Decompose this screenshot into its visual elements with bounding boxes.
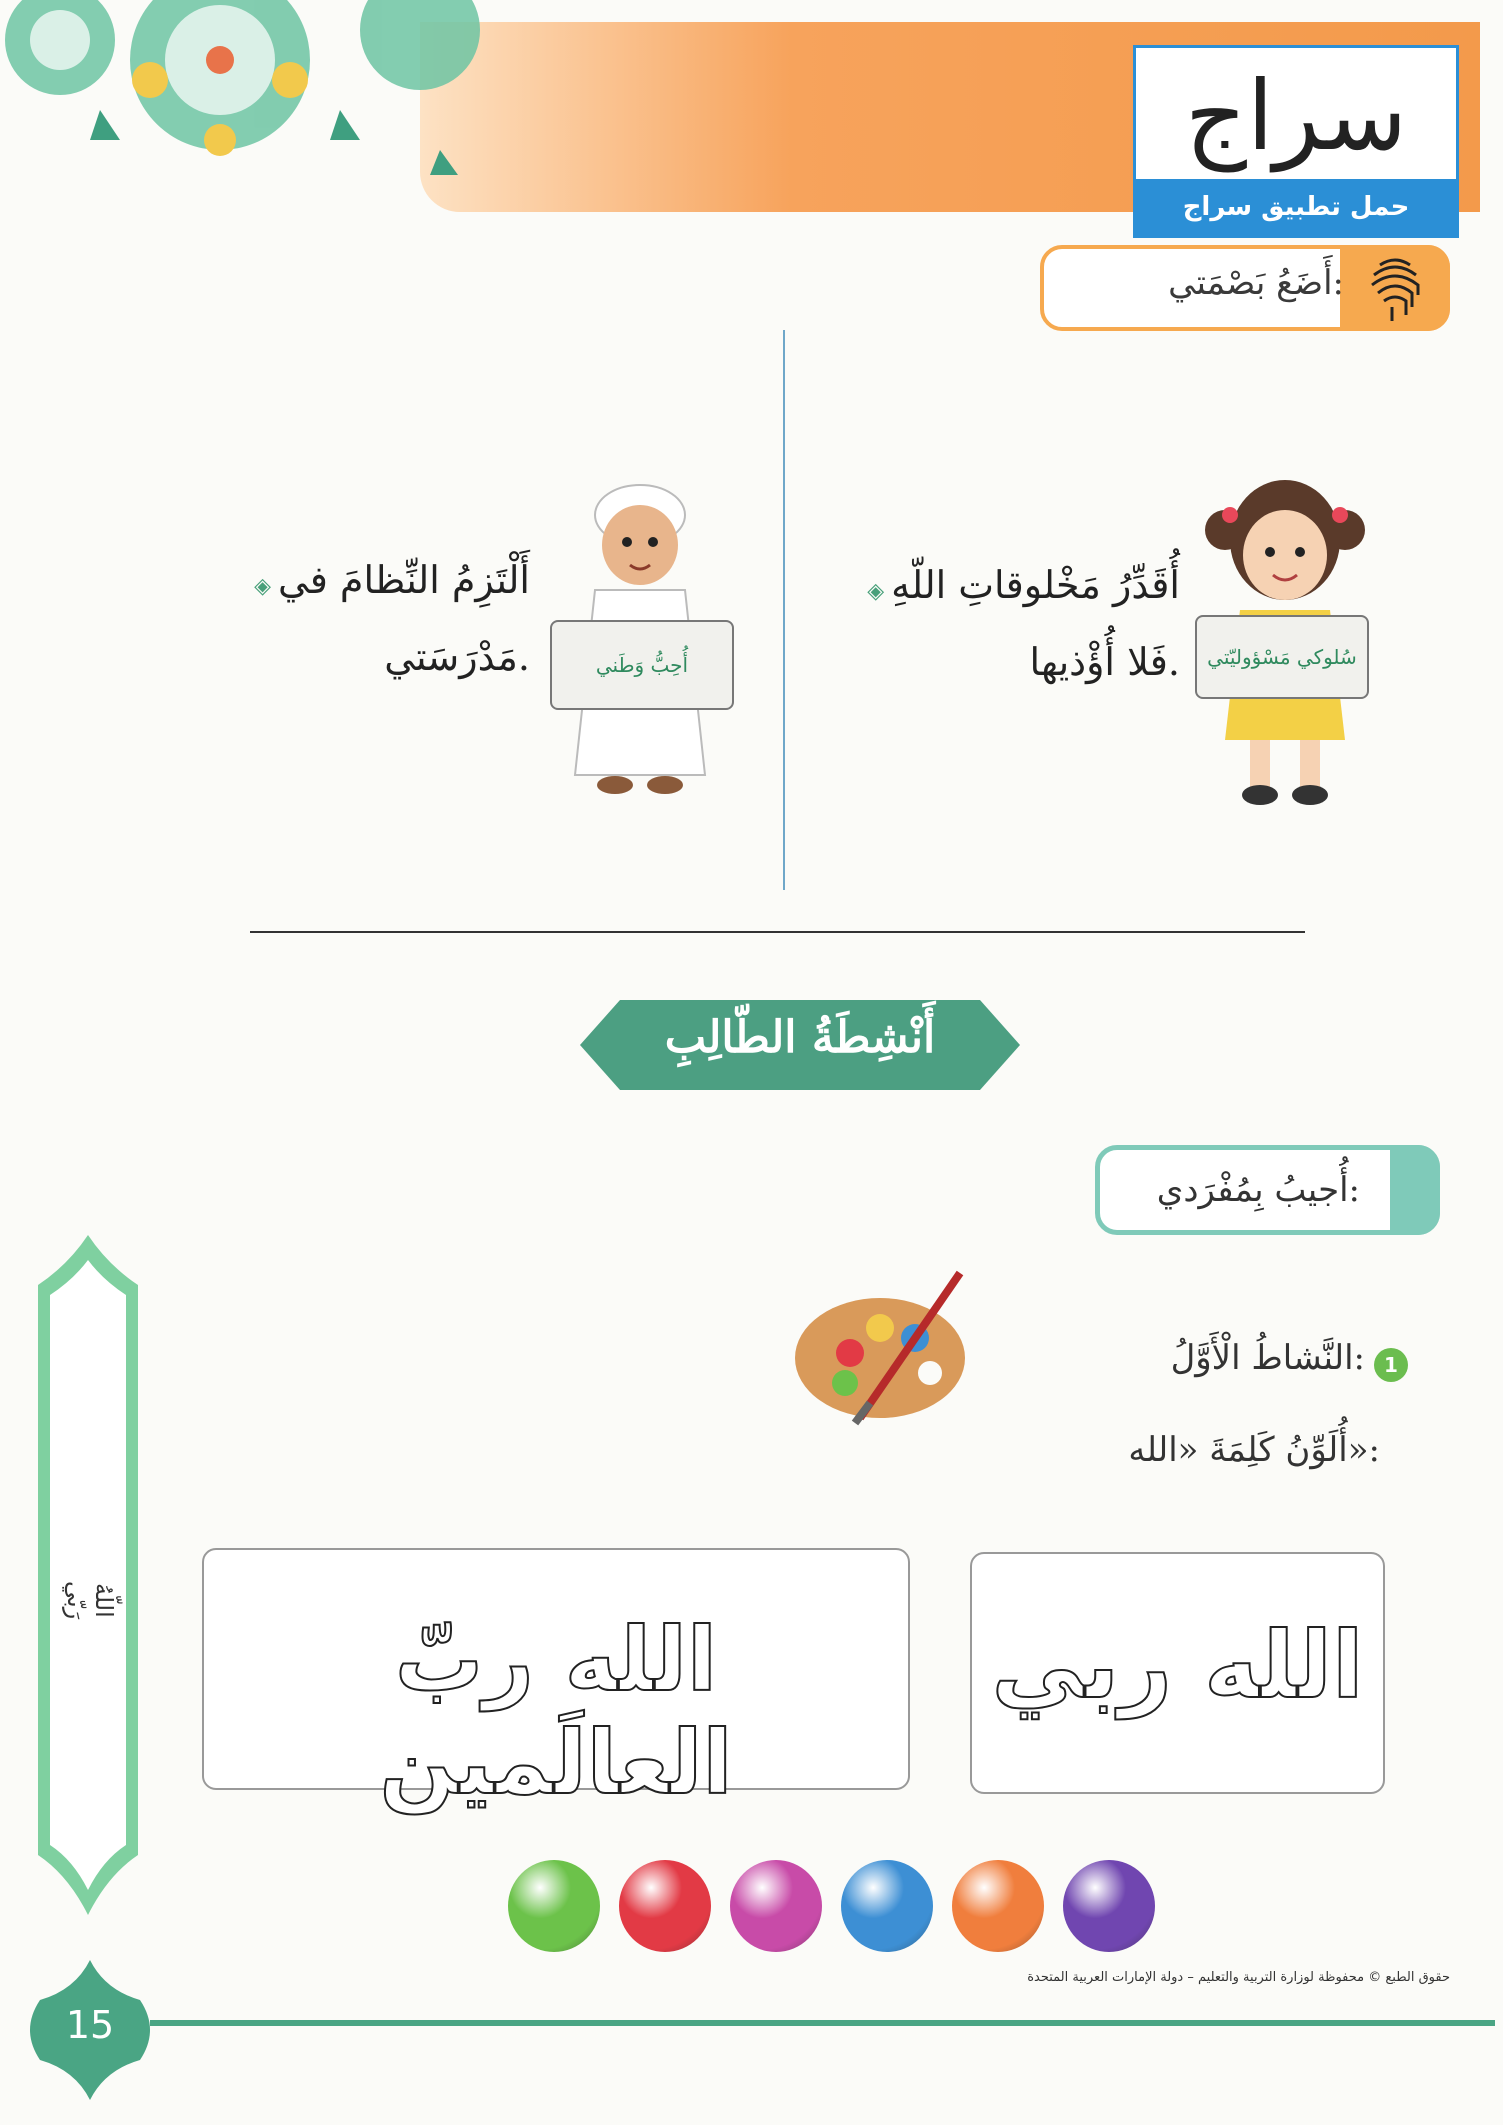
copyright-text: حقوق الطبع © محفوظة لوزارة التربية والتعليم – دولة الإمارات العربية المتحدة bbox=[1027, 1970, 1450, 1985]
activity-instruction: أُلَوِّنُ كَلِمَةَ «الله»: bbox=[1128, 1430, 1380, 1470]
islamic-ornament bbox=[0, 0, 560, 200]
column-divider bbox=[783, 330, 785, 890]
girl-sign: سُلوكي مَسْؤوليّتي bbox=[1195, 615, 1369, 699]
color-ball-purple[interactable] bbox=[1063, 1860, 1155, 1952]
coloring-box-right[interactable] bbox=[970, 1552, 1385, 1794]
outline-word-right[interactable]: الله ربي bbox=[991, 1612, 1364, 1719]
diamond-bullet-icon: ◈ bbox=[867, 579, 892, 604]
siraj-title: سراج bbox=[1184, 60, 1408, 172]
paint-palette-icon bbox=[790, 1268, 970, 1428]
color-ball-blue[interactable] bbox=[841, 1860, 933, 1952]
section-divider bbox=[250, 931, 1305, 933]
siraj-subtitle: حمل تطبيق سراج bbox=[1136, 179, 1456, 235]
color-ball-red[interactable] bbox=[619, 1860, 711, 1952]
activities-banner-title: أَنْشِطَةُ الطّالِبِ bbox=[664, 1012, 936, 1063]
stamp-section-label bbox=[1040, 245, 1450, 331]
stamp-tab bbox=[1340, 245, 1450, 331]
stamp-label-text: أَضَعُ بَصْمَتي: bbox=[1168, 263, 1344, 303]
activity-title: النَّشاطُ الْأَوَّلُ: bbox=[1170, 1338, 1365, 1378]
answer-section-label bbox=[1095, 1145, 1440, 1235]
point-right-text: أُقَدِّرُ مَخْلوقاتِ اللّهِ فَلا أُؤْذيها. bbox=[891, 563, 1180, 684]
color-ball-green[interactable] bbox=[508, 1860, 600, 1952]
siraj-app-logo[interactable] bbox=[1133, 45, 1459, 238]
activity-number-badge: 1 bbox=[1374, 1348, 1408, 1382]
answer-tab bbox=[1390, 1145, 1440, 1235]
color-ball-magenta[interactable] bbox=[730, 1860, 822, 1952]
page-number: 15 bbox=[65, 2003, 115, 2047]
coloring-box-left[interactable] bbox=[202, 1548, 910, 1814]
answer-label-text: أُجيبُ بِمُفْرَدي: bbox=[1156, 1170, 1360, 1210]
footer-line bbox=[150, 2020, 1495, 2026]
chapter-label: اللّهُ رَبّي bbox=[62, 1580, 118, 1620]
color-ball-orange[interactable] bbox=[952, 1860, 1044, 1952]
point-school-rules bbox=[150, 545, 530, 692]
outline-word-left[interactable]: الله ربّ العالَمين bbox=[379, 1608, 733, 1814]
point-left-text: أَلْتَزِمُ النِّظامَ في مَدْرَسَتي. bbox=[278, 558, 530, 679]
diamond-bullet-icon: ◈ bbox=[254, 574, 279, 599]
boy-sign: أُحِبُّ وَطَني bbox=[550, 620, 734, 710]
fingerprint-icon bbox=[1340, 245, 1450, 331]
point-respect-creatures bbox=[820, 550, 1180, 697]
